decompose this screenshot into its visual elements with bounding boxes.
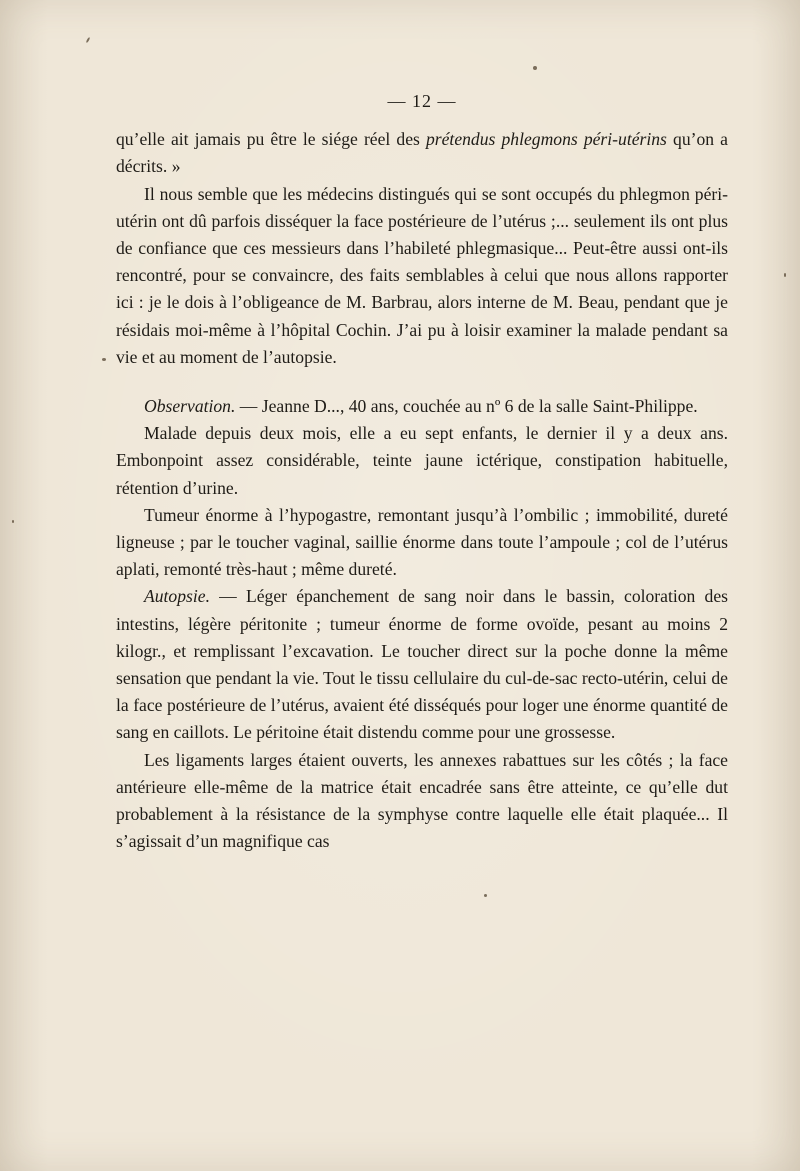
- autopsy-label: Autopsie.: [144, 586, 210, 607]
- paper-speck: [12, 520, 14, 523]
- quote-text-start: qu’elle ait jamais pu être le siége réel des: [116, 129, 426, 150]
- quote-text-end: qu’on a décrits. »: [116, 129, 728, 177]
- observation-text: — Jeanne D..., 40 ans, couchée au nº 6 de la salle Saint-Philippe.: [235, 396, 698, 417]
- paper-speck: [86, 37, 91, 43]
- paragraph-introduction: Il nous semble que les médecins distingués qui se sont occupés du phlegmon péri-utérin ont dû parfois disséquer la face postérieure de l’utérus ;... seulement ils ont plus de confiance que ces messieurs dans l’habileté phlegmasique... Peut-être aussi ont-ils rencontré, pour se convaincre, des faits semblables à celui que nous allons rapporter ici : je le dois à l’obligeance de M. Barbrau, alors interne de M. Beau, pendant que je résidais moi-même à l’hôpital Cochin. J’ai pu à loisir examiner la malade pendant sa vie et au moment de l’autopsie.: [116, 183, 728, 367]
- paper-speck: [484, 894, 487, 897]
- paragraph-ligaments: Les ligaments larges étaient ouverts, les annexes rabattues sur les côtés ; la face antérieure elle-même de la matrice était encadrée sans être atteinte, ce qu’elle dut probablement à la résistance de la symphyse contre laquelle elle était plaquée... Il s’agissait d’un magnifique cas: [116, 749, 728, 852]
- autopsy-text: — Léger épanchement de sang noir dans le bassin, coloration des intestins, légère péritonite ; tumeur énorme de forme ovoïde, pesant au moins 2 kilogr., et remplissant l’excavation. Le toucher direct sur la poche donne la même sensation que pendant la vie. Tout le tissu cellulaire du cul-de-sac recto-utérin, celui de la face postérieure de l’utérus, avaient été disséqués pour loger une énorme quantité de sang en caillots. Le péritoine était distendu comme pour une grossesse.: [116, 586, 728, 743]
- observation-label: Observation.: [144, 396, 236, 417]
- paper-speck: [533, 66, 537, 70]
- paper-speck: [102, 358, 106, 361]
- paragraph-observation: [116, 393, 728, 420]
- paragraph-autopsy: [116, 583, 728, 746]
- paragraph-tumour-description: Tumeur énorme à l’hypogastre, remontant jusqu’à l’ombilic ; immobilité, dureté ligneuse ; par le toucher vaginal, saillie énorme dans toute l’ampoule ; col de l’utérus aplati, remonté très-haut ; même dureté.: [116, 504, 728, 580]
- paragraph-continued-quote: [116, 126, 728, 180]
- page-content: [116, 88, 728, 855]
- italic-term: prétendus phlegmons péri-utérins: [425, 129, 667, 150]
- paragraph-illness-history: Malade depuis deux mois, elle a eu sept enfants, le dernier il y a deux ans. Embonpoint assez considérable, teinte jaune ictérique, constipation habituelle, rétention d’urine.: [116, 423, 728, 498]
- page-number: — 12 —: [387, 91, 457, 111]
- paper-speck: [784, 273, 786, 277]
